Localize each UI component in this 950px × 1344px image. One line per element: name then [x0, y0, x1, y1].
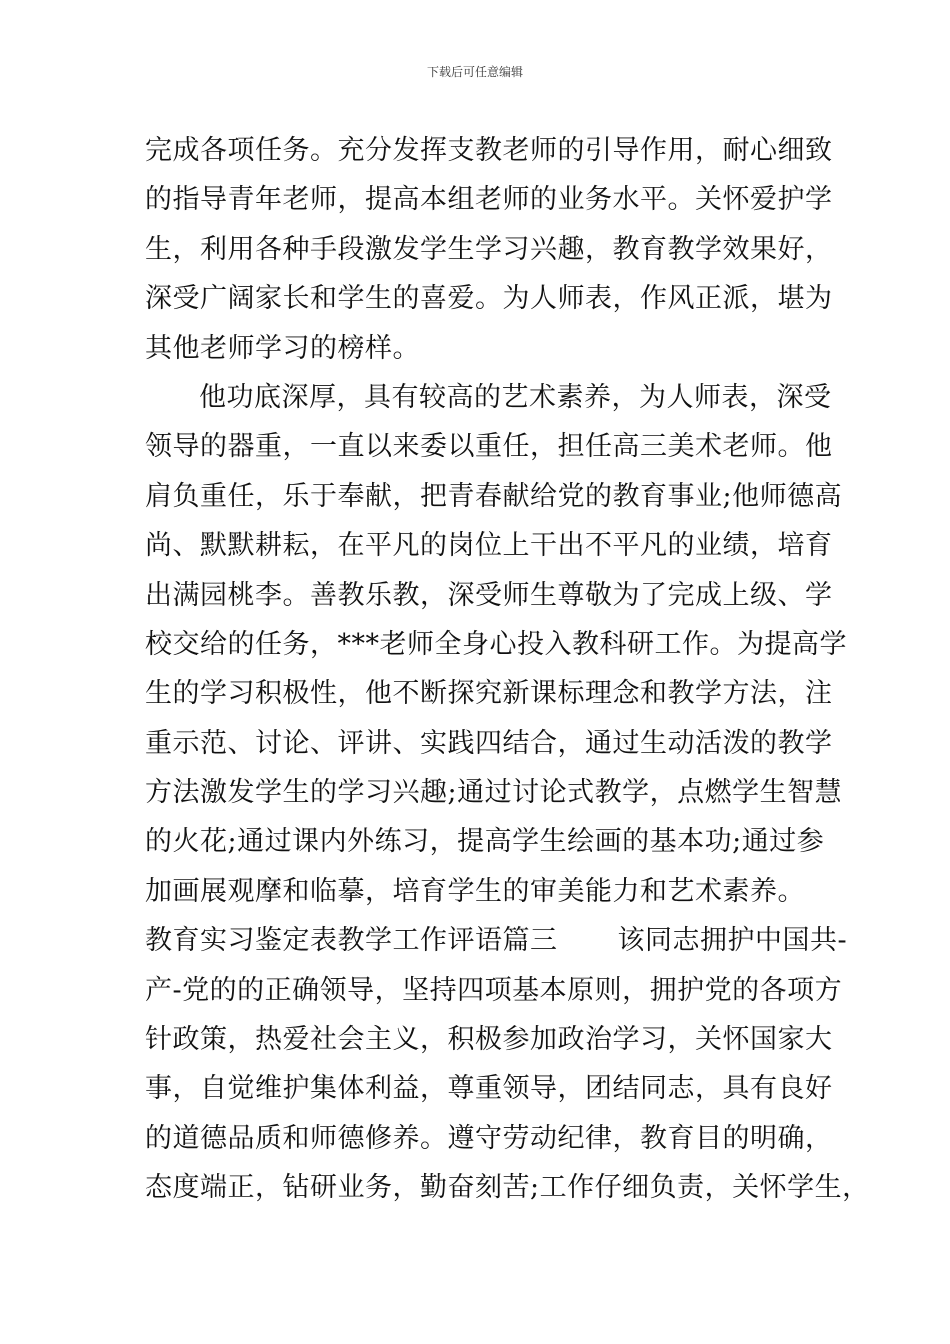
text-line: 产-党的的正确领导，坚持四项基本原则，拥护党的各项方 [145, 974, 843, 1006]
text-line: 事，自觉维护集体利益，尊重领导，团结同志，具有良好 [145, 1073, 833, 1105]
text-line: 加画展观摩和临摹，培育学生的审美能力和艺术素养。 [145, 875, 805, 907]
text-line: 针政策，热爱社会主义，积极参加政治学习，关怀国家大 [145, 1024, 833, 1056]
text-line: 他功底深厚，具有较高的艺术素养，为人师表，深受 [199, 381, 832, 413]
document-body [145, 126, 870, 1213]
text-line: 尚、默默耕耘，在平凡的岗位上干出不平凡的业绩，培育 [145, 530, 833, 562]
paragraph-1 [145, 126, 833, 373]
text-line: 出满园桃李。善教乐教，深受师生尊敬为了完成上级、学 [145, 579, 833, 611]
heading-line-rest: 该同志拥护中国共- [617, 925, 848, 957]
text-line: 完成各项任务。充分发挥支教老师的引导作用，耐心细致 [145, 135, 833, 166]
text-line: 其他老师学习的榜样。 [145, 332, 420, 364]
text-line: 生的学习积极性，他不断探究新课标理念和教学方法，注 [145, 678, 833, 710]
text-line: 校交给的任务，***老师全身心投入教科研工作。为提高学 [145, 628, 847, 660]
section-heading: 教育实习鉴定表教学工作评语篇三 [145, 925, 558, 957]
text-line: 生，利用各种手段激发学生学习兴趣，教育教学效果好， [145, 233, 833, 265]
text-line: 方法激发学生的学习兴趣;通过讨论式教学，点燃学生智慧 [145, 777, 843, 809]
text-line: 肩负重任，乐于奉献，把青春献给党的教育事业;他师德高 [145, 480, 843, 512]
text-line: 的指导青年老师，提高本组老师的业务水平。关怀爱护学 [145, 184, 833, 216]
text-line: 的火花;通过课内外练习，提高学生绘画的基本功;通过参 [145, 826, 825, 858]
text-line: 深受广阔家长和学生的喜爱。为人师表，作风正派，堪为 [145, 283, 833, 315]
text-line [145, 916, 848, 965]
paragraph-2 [145, 373, 847, 916]
paragraph-3 [145, 916, 870, 1212]
text-line: 领导的器重，一直以来委以重任，担任高三美术老师。他 [145, 431, 833, 463]
text-line: 态度端正，钻研业务，勤奋刻苦;工作仔细负责，关怀学生， [145, 1172, 870, 1204]
text-line: 重示范、讨论、评讲、实践四结合，通过生动活泼的教学 [145, 727, 833, 759]
page-header: 下载后可任意编辑 [426, 65, 523, 79]
text-line: 的道德品质和师德修养。遵守劳动纪律，教育目的明确， [145, 1122, 833, 1154]
